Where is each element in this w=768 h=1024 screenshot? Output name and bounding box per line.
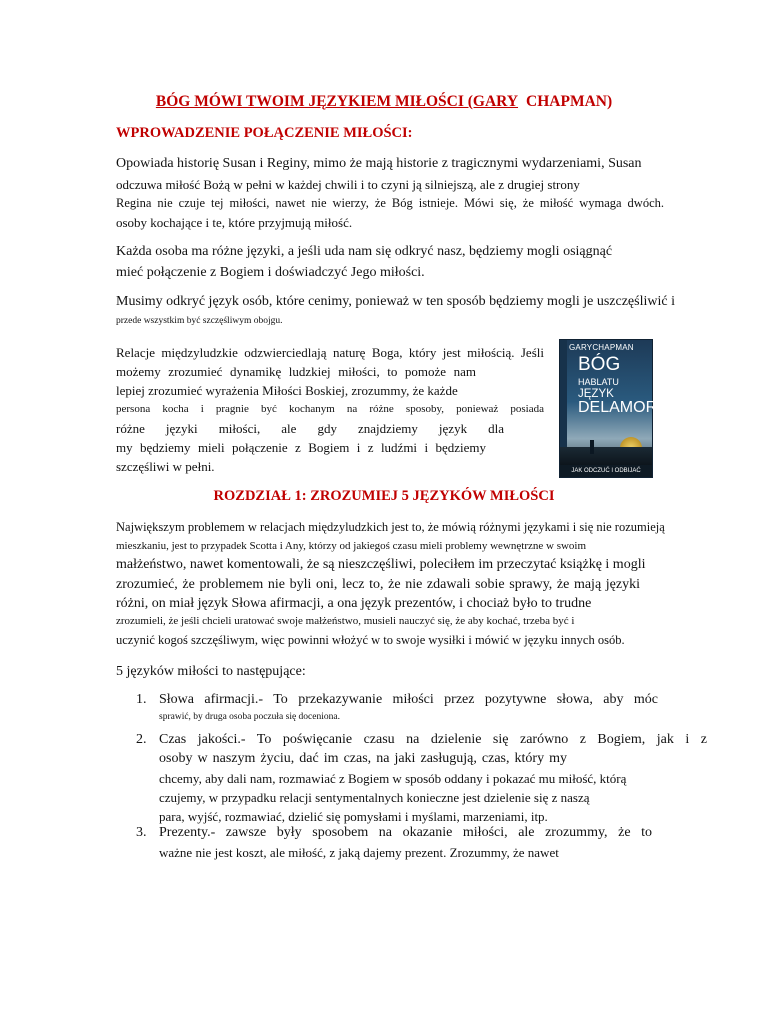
book-title-line: HABLATU [578,377,619,387]
list-item-line: osoby w naszym życiu, dać im czas, na jaki zasługują, czas, który my [159,751,567,766]
p1-line: Regina nie czuje tej miłości, nawet nie wierzy, że Bóg istnieje. Mówi się, że miłość wymaga dwóch. [116,196,664,210]
book-subtitle: JAK ODCZUĆ I ODBIJAĆ MIŁOŚĆ [560,465,652,477]
p5-line: mieszkaniu, jest to przypadek Scotta i Any, którzy od jakiegoś czasu mieli problemy wewnętrzne w swoim [116,540,587,552]
p2-line: Każda osoba ma różne języki, a jeśli uda nam się odkryć nasz, będziemy mogli osiągnąć [116,244,613,259]
list-item-number: 3. [136,825,147,840]
list-item-line: sprawić, by druga osoba poczuła się doceniona. [159,712,340,722]
p1-line: osoby kochające i te, które przyjmują miłość. [116,215,353,230]
list-item-number: 1. [136,692,147,707]
p4-line: możemy zrozumieć dynamikę ludzkiej miłości, to pomoże nam [116,364,476,379]
book-cliff [560,447,652,465]
p5-line: różni, on miał język Słowa afirmacji, a ona język prezentów, i chociaż było to trudne [116,596,592,611]
list-item-line: Czas jakości.- To poświęcanie czasu na dzielenie się zarówno z Bogiem, jak i z [159,732,707,747]
list-item-line: para, wyjść, rozmawiać, dzielić się pomysłami i myślami, marzeniami, itp. [159,809,548,824]
document-title-author: CHAPMAN) [526,93,613,110]
document-title-main: BÓG MÓWI TWOIM JĘZYKIEM MIŁOŚCI (GARY [155,93,519,110]
book-title-line: BÓG [578,354,621,375]
p5-line: uczynić kogoś szczęśliwym, więc powinni włożyć w to swoje wysiłki i mówić w języku innych osób. [116,633,625,647]
book-cover-image [559,339,658,486]
p1-line: Opowiada historię Susan i Reginy, mimo że mają historie z tragicznymi wydarzeniami, Susan [116,156,642,171]
list-item-number: 2. [136,732,147,747]
document-title [0,93,768,111]
book-person-silhouette [590,440,594,454]
p5-line: zrozumieć, że problemem nie byli oni, lecz to, że nie zdawali sobie sprawy, że mają języki [116,577,640,592]
book-title-line: JĘZYK [578,388,614,400]
list-intro: 5 języków miłości to następujące: [116,664,306,679]
chapter-heading: ROZDZIAŁ 1: ZROZUMIEJ 5 JĘZYKÓW MIŁOŚCI [213,488,555,504]
book-author: GARYCHAPMAN [569,343,634,352]
list-item-line: Słowa afirmacji.- To przekazywanie miłości przez pozytywne słowa, aby móc [159,692,658,707]
p2-line: mieć połączenie z Bogiem i doświadczyć Jego miłości. [116,265,425,280]
p5-line: Największym problemem w relacjach międzyludzkich jest to, że mówią różnymi językami i się nie rozumieją [116,520,665,534]
p4-line: lepiej zrozumieć wyrażenia Miłości Boskiej, zrozummy, że każde [116,383,458,398]
intro-heading: WPROWADZENIE POŁĄCZENIE MIŁOŚCI: [116,125,413,141]
p4-line: szczęśliwi w pełni. [116,459,215,474]
list-item-line: chcemy, aby dali nam, rozmawiać z Bogiem w sposób oddany i pokazać mu miłość, którą [159,771,627,786]
p5-line: małżeństwo, nawet komentowali, że są nieszczęśliwi, poleciłem im przeczytać książkę i mogli [116,557,646,572]
p3-line: Musimy odkryć język osób, które cenimy, ponieważ w ten sposób będziemy mogli je uszczęśliwić i [116,294,675,309]
p5-line: zrozumieli, że jeśli chcieli uratować swoje małżeństwo, musieli nauczyć się, że aby kochać, trzeba być i [116,615,575,627]
p4-line: persona kocha i pragnie być kochanym na różne sposoby, ponieważ posiada [116,403,544,415]
p4-line: różne języki miłości, ale gdy znajdziemy język dla [116,421,504,436]
list-item-line: ważne nie jest koszt, ale miłość, z jaką dajemy prezent. Zrozummy, że nawet [159,845,559,860]
list-item-line: czujemy, w przypadku relacji sentymentalnych konieczne jest dzielenie się z naszą [159,790,590,805]
p1-line: odczuwa miłość Bożą w pełni w każdej chwili i to czyni ją silniejszą, ale z drugiej strony [116,177,580,192]
p4-line: my będziemy mieli połączenie z Bogiem i z ludźmi i będziemy [116,440,486,455]
p3-line: przede wszystkim być szczęśliwym obojgu. [116,316,283,326]
p4-line: Relacje międzyludzkie odzwierciedlają naturę Boga, który jest miłością. Jeśli [116,345,544,360]
book-title-line: DELAMOR [578,399,658,416]
list-item-line: Prezenty.- zawsze były sposobem na okazanie miłości, ale zrozummy, że to [159,825,652,840]
